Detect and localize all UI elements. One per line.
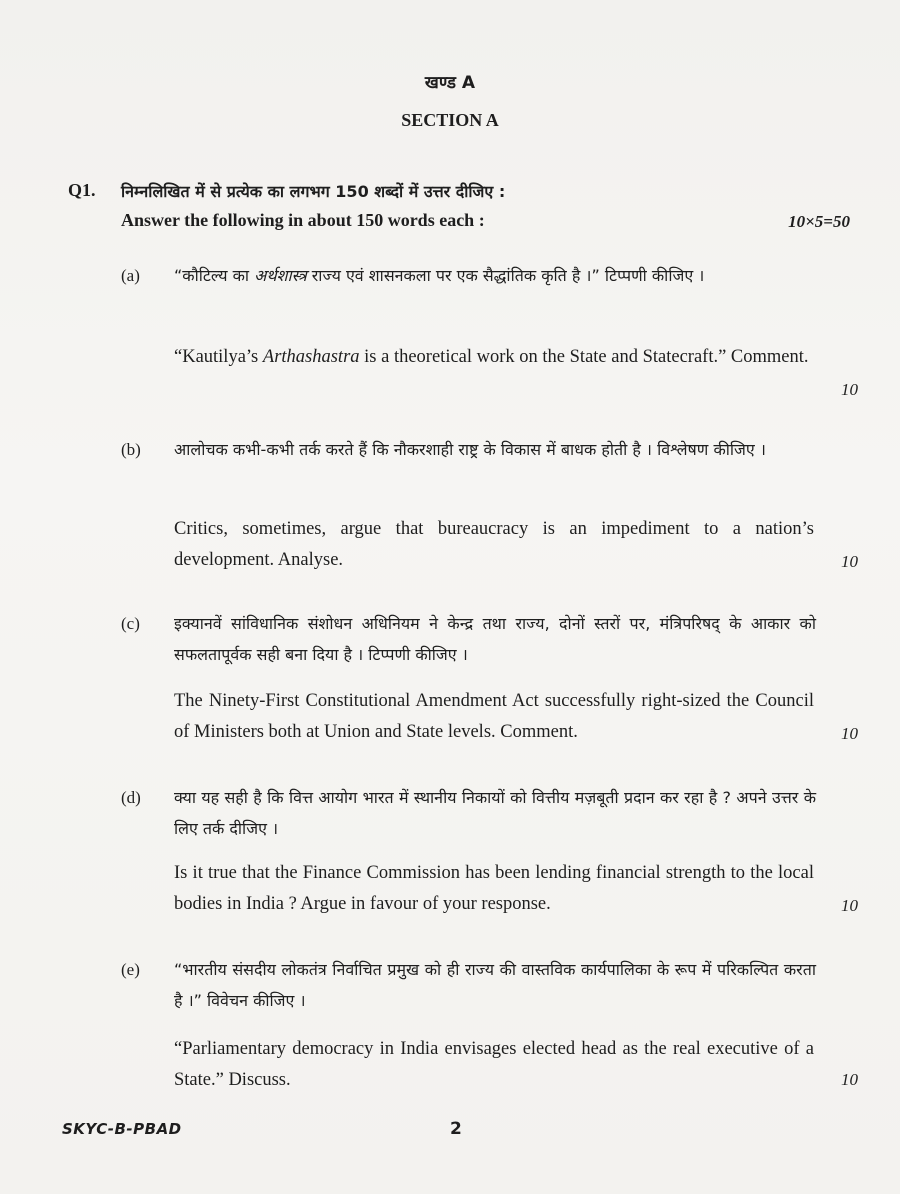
paper-code: SKYC-B-PBAD [62, 1120, 182, 1138]
item-label: (e) [121, 960, 140, 979]
item-marks: 10 [841, 1070, 858, 1089]
question-total-marks: 10×5=50 [788, 212, 850, 231]
section-heading-english: SECTION A [401, 110, 499, 130]
item-text-english: Critics, sometimes, argue that bureaucracy is an impediment to a nation’s development. Analyse. [174, 519, 814, 570]
question-instruction-english: Answer the following in about 150 words each : [121, 210, 485, 230]
item-marks: 10 [841, 380, 858, 399]
item-text-english: “Parliamentary democracy in India envisages elected head as the real executive of a State.” Discuss. [174, 1039, 814, 1090]
item-text-hindi: “कौटिल्य का अर्थशास्त्र राज्य एवं शासनकला पर एक सैद्धांतिक कृति है ।” टिप्पणी कीजिए । [174, 266, 705, 285]
item-label: (d) [121, 788, 141, 807]
item-label: (c) [121, 614, 140, 633]
section-heading-hindi: खण्ड A [424, 73, 476, 93]
item-label: (b) [121, 440, 141, 459]
item-text-english: “Kautilya’s Arthashastra is a theoretical work on the State and Statecraft.” Comment. [174, 347, 809, 367]
item-marks: 10 [841, 724, 858, 743]
item-text-hindi: “भारतीय संसदीय लोकतंत्र निर्वाचित प्रमुख को ही राज्य की वास्तविक कार्यपालिका के रूप में परिकल्पित करता है ।” विवेचन कीजिए । [174, 960, 816, 1010]
question-number: Q1. [68, 180, 96, 200]
item-text-hindi: क्या यह सही है कि वित्त आयोग भारत में स्थानीय निकायों को वित्तीय मज़बूती प्रदान कर रहा है ? अपने उत्तर के लिए तर्क दीजिए । [174, 788, 816, 838]
item-label: (a) [121, 266, 140, 285]
item-text-hindi: आलोचक कभी-कभी तर्क करते हैं कि नौकरशाही राष्ट्र के विकास में बाधक होती है । विश्लेषण कीजिए । [174, 440, 766, 459]
question-instruction-hindi: निम्नलिखित में से प्रत्येक का लगभग 150 शब्दों में उत्तर दीजिए : [121, 182, 506, 201]
item-marks: 10 [841, 896, 858, 915]
work-title-hindi: अर्थशास्त्र [254, 266, 307, 285]
page-number: 2 [450, 1119, 462, 1139]
item-text-english: Is it true that the Finance Commission has been lending financial strength to the local bodies in India ? Argue in favour of your response. [174, 863, 814, 914]
item-text-hindi: इक्यानवें सांविधानिक संशोधन अधिनियम ने केन्द्र तथा राज्य, दोनों स्तरों पर, मंत्रिपरिषद् के आकार को सफलतापूर्वक सही बना दिया है । टिप्पणी कीजिए । [174, 614, 816, 664]
work-title-english: Arthashastra [262, 347, 360, 367]
item-text-english: The Ninety-First Constitutional Amendment Act successfully right-sized the Council of Ministers both at Union and State levels. Comment. [174, 691, 814, 742]
item-marks: 10 [841, 552, 858, 571]
